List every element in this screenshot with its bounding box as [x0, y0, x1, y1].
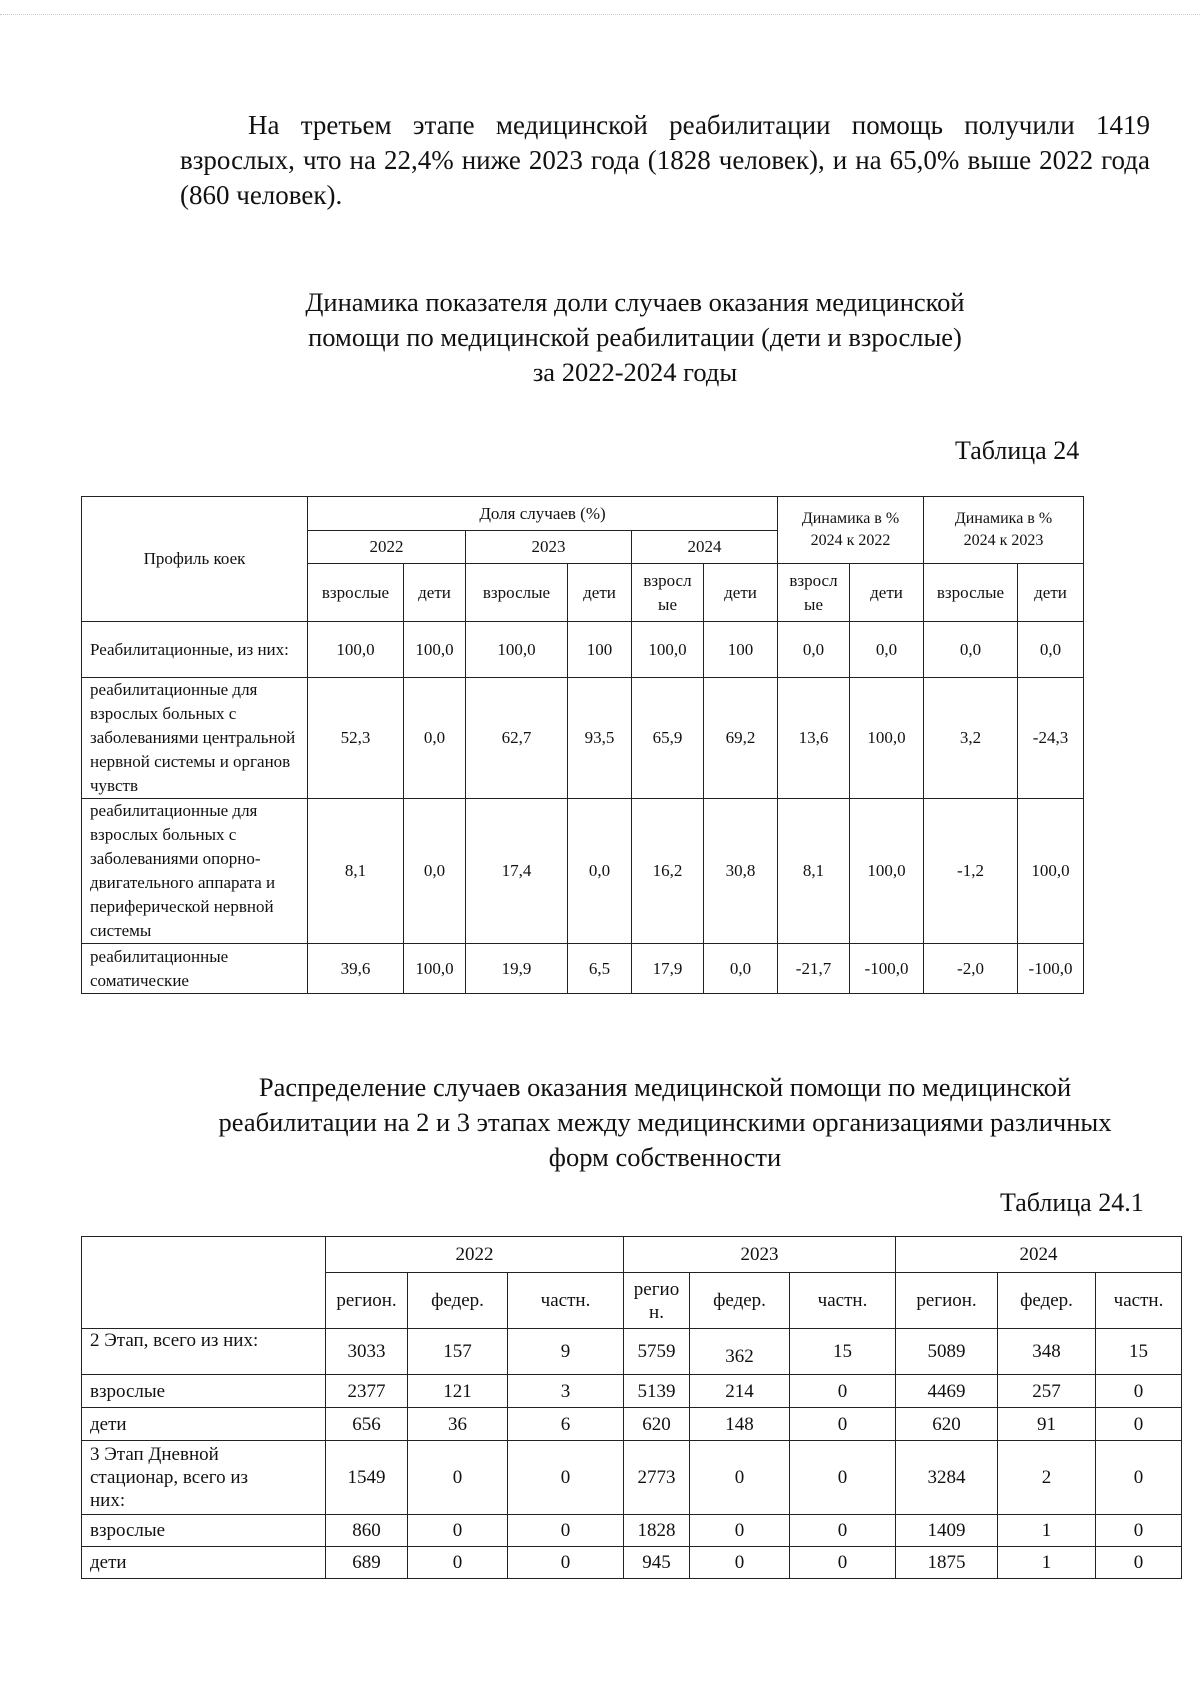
cell: 15: [790, 1329, 896, 1375]
header-sub: взрослые: [308, 564, 404, 622]
header-year: 2024: [896, 1237, 1182, 1273]
cell: -100,0: [1018, 944, 1084, 994]
header-sub: дети: [568, 564, 632, 622]
table24-title-line: за 2022-2024 годы: [532, 357, 738, 387]
header-empty-cell: [82, 1237, 326, 1329]
cell: 0,0: [1018, 622, 1084, 678]
header-dynamics-2023: [924, 497, 1084, 564]
cell: 100,0: [308, 622, 404, 678]
cell: 100,0: [466, 622, 568, 678]
header-sub: взрослые: [924, 564, 1018, 622]
cell: 100,0: [404, 944, 466, 994]
cell: 0: [690, 1515, 790, 1547]
row-label: реабилитационные соматические: [82, 944, 308, 994]
cell: 93,5: [568, 678, 632, 799]
cell: 121: [408, 1375, 508, 1408]
dyn-line: Динамика в %: [954, 510, 1053, 527]
cell: 0: [508, 1547, 624, 1579]
table-row: [82, 1329, 1182, 1375]
cell: 0: [1096, 1547, 1182, 1579]
header-sub: взросл ые: [632, 564, 704, 622]
cell: 100,0: [850, 799, 924, 944]
header-sub: дети: [850, 564, 924, 622]
cell: 1549: [326, 1441, 408, 1515]
table-row: [82, 1408, 1182, 1441]
table-row: [82, 799, 1084, 944]
header-dynamics-2022: [778, 497, 924, 564]
cell: 52,3: [308, 678, 404, 799]
dyn-line: Динамика в %: [801, 510, 900, 527]
cell: 148: [690, 1408, 790, 1441]
cell: -21,7: [778, 944, 850, 994]
cell: 19,9: [466, 944, 568, 994]
cell: 6,5: [568, 944, 632, 994]
cell: 1: [998, 1547, 1096, 1579]
cell: 0: [408, 1441, 508, 1515]
cell: 100: [704, 622, 778, 678]
cell: 0,0: [924, 622, 1018, 678]
cell: 0,0: [850, 622, 924, 678]
cell: 3,2: [924, 678, 1018, 799]
cell: 36: [408, 1408, 508, 1441]
header-sub: частн.: [1096, 1273, 1182, 1329]
row-label: реабилитационные для взрослых больных с заболеваниями опорно-двигательного аппарата и периферической нервной системы: [82, 799, 308, 944]
cell: 100,0: [850, 678, 924, 799]
header-year: 2023: [466, 531, 632, 564]
table24-title: [230, 285, 1040, 390]
header-sub: частн.: [508, 1273, 624, 1329]
cell: 0: [790, 1408, 896, 1441]
table-row: [82, 1515, 1182, 1547]
header-sub: федер.: [690, 1273, 790, 1329]
dyn-line: 2024 к 2022: [810, 532, 891, 549]
cell: 656: [326, 1408, 408, 1441]
cell: 0: [1096, 1515, 1182, 1547]
cell: -2,0: [924, 944, 1018, 994]
cell: -1,2: [924, 799, 1018, 944]
header-profile: Профиль коек: [82, 497, 308, 622]
cell: 1409: [896, 1515, 998, 1547]
cell: 100: [568, 622, 632, 678]
scan-edge-line: [0, 14, 1200, 15]
row-label: реабилитационные для взрослых больных с заболеваниями центральной нервной системы и органов чувств: [82, 678, 308, 799]
cell: 0: [790, 1547, 896, 1579]
cell: 860: [326, 1515, 408, 1547]
cell: 100,0: [1018, 799, 1084, 944]
header-year: 2022: [308, 531, 466, 564]
cell: 62,7: [466, 678, 568, 799]
cell: 0: [790, 1375, 896, 1408]
header-year: 2022: [326, 1237, 624, 1273]
header-sub: взросл ые: [778, 564, 850, 622]
cell: 0: [1096, 1408, 1182, 1441]
cell: 13,6: [778, 678, 850, 799]
cell: 15: [1096, 1329, 1182, 1375]
table-row: [82, 622, 1084, 678]
cell: 1: [998, 1515, 1096, 1547]
cell: 5139: [624, 1375, 690, 1408]
table24-1-title-line: реабилитации на 2 и 3 этапах между медицинскими организациями различных: [218, 1107, 1112, 1137]
cell: 2: [998, 1441, 1096, 1515]
table24-title-line: помощи по медицинской реабилитации (дети и взрослые): [308, 322, 962, 352]
cell: 8,1: [308, 799, 404, 944]
cell: 4469: [896, 1375, 998, 1408]
table-row: [82, 678, 1084, 799]
cell: 0: [1096, 1375, 1182, 1408]
header-sub: взрослые: [466, 564, 568, 622]
header-year: 2024: [632, 531, 778, 564]
header-sub: федер.: [998, 1273, 1096, 1329]
table24-1: [81, 1236, 1182, 1579]
cell: 3: [508, 1375, 624, 1408]
cell: 0: [408, 1515, 508, 1547]
row-label: дети: [82, 1408, 326, 1441]
cell: 1828: [624, 1515, 690, 1547]
cell: -100,0: [850, 944, 924, 994]
table24-1-title-line: Распределение случаев оказания медицинской помощи по медицинской: [258, 1072, 1072, 1102]
cell: 620: [624, 1408, 690, 1441]
cell: 0,0: [404, 678, 466, 799]
cell: 16,2: [632, 799, 704, 944]
intro-paragraph: На третьем этапе медицинской реабилитации помощь получили 1419 взрослых, что на 22,4% ниже 2023 года (1828 человек), и на 65,0% выше 2022 года (860 человек).: [180, 110, 1150, 210]
cell: 1875: [896, 1547, 998, 1579]
cell: 0: [790, 1515, 896, 1547]
cell: 3033: [326, 1329, 408, 1375]
cell: 3284: [896, 1441, 998, 1515]
cell: 2773: [624, 1441, 690, 1515]
cell: -24,3: [1018, 678, 1084, 799]
header-sub: частн.: [790, 1273, 896, 1329]
cell: 0: [690, 1547, 790, 1579]
cell: 157: [408, 1329, 508, 1375]
row-label: дети: [82, 1547, 326, 1579]
row-label: 3 Этап Дневной стационар, всего из них:: [82, 1441, 326, 1515]
header-sub: дети: [1018, 564, 1084, 622]
cell: 65,9: [632, 678, 704, 799]
cell: 8,1: [778, 799, 850, 944]
dyn-line: 2024 к 2023: [963, 532, 1044, 549]
table-row: [82, 944, 1084, 994]
cell: 39,6: [308, 944, 404, 994]
table-row: [82, 1547, 1182, 1579]
cell: 0,0: [704, 944, 778, 994]
table24-label: Таблица 24: [955, 436, 1080, 465]
cell: 0: [508, 1441, 624, 1515]
cell: 17,4: [466, 799, 568, 944]
cell: 362: [690, 1329, 790, 1375]
cell: 0,0: [778, 622, 850, 678]
cell: 348: [998, 1329, 1096, 1375]
table24: [81, 496, 1084, 994]
cell: 100,0: [632, 622, 704, 678]
cell: 100,0: [404, 622, 466, 678]
cell: 17,9: [632, 944, 704, 994]
cell: 0: [690, 1441, 790, 1515]
table24-1-title: [170, 1070, 1160, 1175]
cell: 0: [790, 1441, 896, 1515]
cell: 620: [896, 1408, 998, 1441]
header-sub: регио н.: [624, 1273, 690, 1329]
table-row: [82, 1375, 1182, 1408]
cell: 69,2: [704, 678, 778, 799]
row-label: взрослые: [82, 1515, 326, 1547]
table24-1-title-line: форм собственности: [548, 1142, 782, 1172]
cell: 5089: [896, 1329, 998, 1375]
header-sub: дети: [704, 564, 778, 622]
cell: 0,0: [404, 799, 466, 944]
cell: 0: [508, 1515, 624, 1547]
cell: 0: [1096, 1441, 1182, 1515]
cell: 689: [326, 1547, 408, 1579]
cell: 0,0: [568, 799, 632, 944]
cell: 30,8: [704, 799, 778, 944]
header-year: 2023: [624, 1237, 896, 1273]
cell: 5759: [624, 1329, 690, 1375]
cell: 9: [508, 1329, 624, 1375]
cell: 91: [998, 1408, 1096, 1441]
table-row: [82, 1441, 1182, 1515]
cell: 257: [998, 1375, 1096, 1408]
cell: 945: [624, 1547, 690, 1579]
header-sub: регион.: [896, 1273, 998, 1329]
header-sub: федер.: [408, 1273, 508, 1329]
row-label: взрослые: [82, 1375, 326, 1408]
cell: 214: [690, 1375, 790, 1408]
cell: 2377: [326, 1375, 408, 1408]
row-label: Реабилитационные, из них:: [82, 622, 308, 678]
header-sub: дети: [404, 564, 466, 622]
row-label: 2 Этап, всего из них:: [82, 1329, 326, 1375]
cell: 0: [408, 1547, 508, 1579]
header-share: Доля случаев (%): [308, 497, 778, 531]
table24-1-label: Таблица 24.1: [1000, 1188, 1144, 1217]
header-sub: регион.: [326, 1273, 408, 1329]
cell: 6: [508, 1408, 624, 1441]
table24-title-line: Динамика показателя доли случаев оказания медицинской: [305, 287, 965, 317]
